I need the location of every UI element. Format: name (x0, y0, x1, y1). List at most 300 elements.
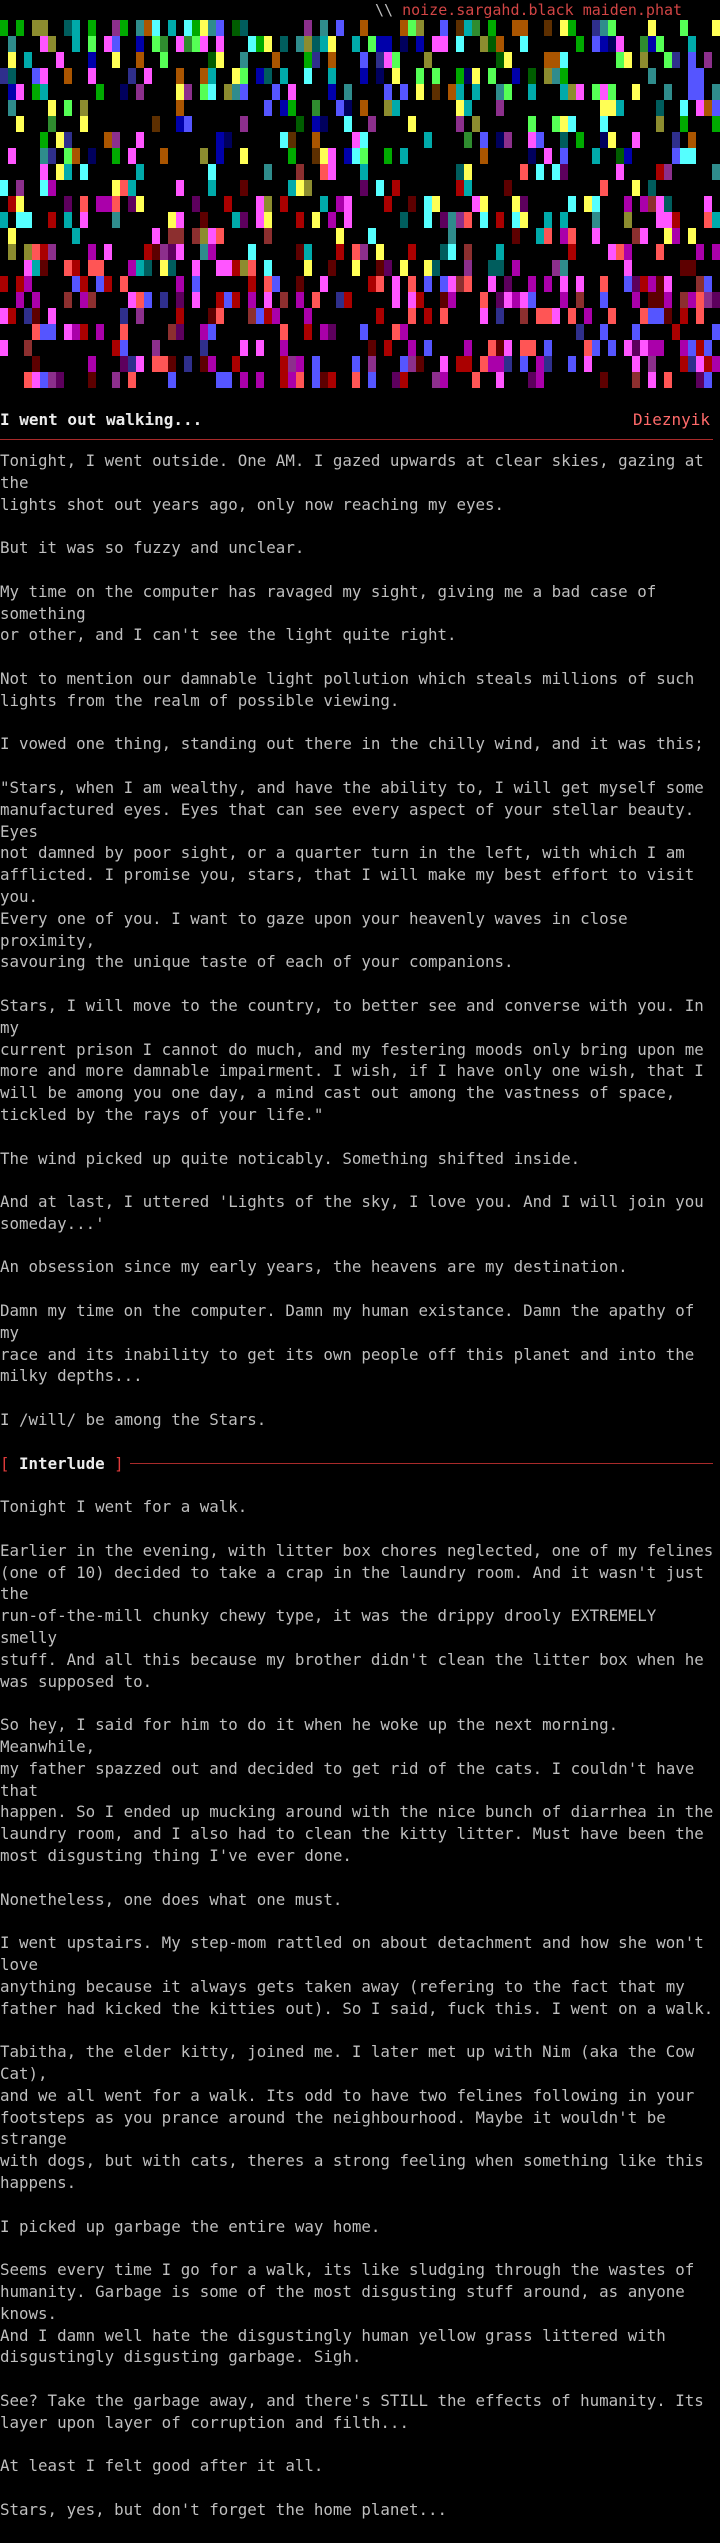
credit-text: noize.sargahd.black maiden.phat (402, 1, 683, 19)
art-cell (312, 292, 320, 308)
art-cell (520, 292, 528, 308)
art-cell (216, 20, 224, 36)
art-cell (24, 276, 32, 292)
art-cell (24, 212, 32, 228)
art-cell (168, 212, 176, 228)
art-cell (528, 132, 536, 148)
art-cell (544, 276, 552, 292)
art-cell (576, 276, 584, 292)
paragraph: So hey, I said for him to do it when he woke up the next morning. Meanwhile, my father spazzed out and decided to get rid of the cats. I couldn't have that happen. So I ended up mucking around with the nice bunch of diarrhea in the laundry room, and I also had to clean the kitty litter. Must have been the most disgusting thing I've ever done. (0, 1715, 714, 1865)
art-cell (256, 36, 264, 52)
art-cell (600, 132, 608, 148)
art-cell (360, 68, 368, 84)
art-cell (152, 244, 160, 260)
art-cell (632, 324, 640, 340)
paragraph: "Stars, when I am wealthy, and have the ability to, I will get myself some manufactured eyes. Eyes that can see every aspect of your stellar beauty. Eyes not damned by poor sight, or a quarter turn in the left, with which I am afflicted. I promise you, stars, that I will make my best effort to visit you. Every one of you. I want to gaze upon your heavenly waves in close proximity, savouring the unique taste of each of your companions. (0, 777, 704, 972)
art-cell (664, 292, 672, 308)
art-cell (240, 20, 248, 36)
art-cell (592, 84, 600, 100)
art-cell (8, 196, 16, 212)
art-cell (312, 372, 320, 388)
art-cell (552, 308, 560, 324)
art-cell (464, 276, 472, 292)
art-cell (248, 36, 256, 52)
art-cell (208, 356, 216, 372)
art-cell (128, 356, 136, 372)
article-body (0, 450, 718, 2543)
art-cell (664, 308, 672, 324)
art-cell (600, 116, 608, 132)
art-cell (320, 276, 328, 292)
art-cell (464, 356, 472, 372)
art-cell (160, 148, 168, 164)
art-cell (416, 292, 424, 308)
art-cell (264, 260, 272, 276)
art-cell (648, 308, 656, 324)
art-cell (608, 20, 616, 36)
ansi-art-banner (0, 20, 720, 390)
art-cell (344, 84, 352, 100)
art-cell (664, 164, 672, 180)
art-cell (544, 356, 552, 372)
art-cell (360, 180, 368, 196)
art-cell (264, 196, 272, 212)
art-cell (632, 180, 640, 196)
art-cell (64, 100, 72, 116)
art-cell (512, 212, 520, 228)
art-cell (224, 196, 232, 212)
art-cell (208, 84, 216, 100)
art-cell (16, 180, 24, 196)
art-cell (624, 260, 632, 276)
art-cell (528, 340, 536, 356)
art-cell (336, 196, 344, 212)
art-cell (632, 340, 640, 356)
art-cell (344, 196, 352, 212)
art-cell (240, 180, 248, 196)
art-cell (40, 372, 48, 388)
art-cell (648, 196, 656, 212)
art-cell (80, 324, 88, 340)
art-cell (320, 372, 328, 388)
art-cell (656, 276, 664, 292)
art-cell (336, 292, 344, 308)
art-cell (80, 164, 88, 180)
art-cell (440, 308, 448, 324)
art-cell (120, 324, 128, 340)
art-cell (32, 244, 40, 260)
art-cell (168, 244, 176, 260)
art-cell (472, 372, 480, 388)
art-cell (560, 116, 568, 132)
art-cell (704, 196, 712, 212)
art-cell (200, 20, 208, 36)
art-cell (296, 164, 304, 180)
art-cell (128, 180, 136, 196)
art-cell (496, 132, 504, 148)
art-cell (408, 356, 416, 372)
bracket-close: ] (114, 1453, 124, 1473)
art-cell (408, 292, 416, 308)
art-cell (400, 84, 408, 100)
art-cell (352, 36, 360, 52)
art-cell (504, 180, 512, 196)
art-cell (128, 292, 136, 308)
art-cell (712, 244, 720, 260)
art-cell (112, 52, 120, 68)
art-cell (200, 148, 208, 164)
art-cell (224, 372, 232, 388)
paragraph: Not to mention our damnable light pollution which steals millions of such lights from the realm of possible viewing. (0, 668, 695, 710)
art-cell (408, 244, 416, 260)
art-cell (496, 356, 504, 372)
art-cell (16, 276, 24, 292)
art-cell (200, 36, 208, 52)
art-cell (688, 52, 696, 68)
art-cell (304, 68, 312, 84)
art-cell (232, 20, 240, 36)
art-cell (184, 84, 192, 100)
art-cell (560, 212, 568, 228)
art-cell (320, 36, 328, 52)
art-cell (24, 308, 32, 324)
art-cell (232, 212, 240, 228)
art-cell (240, 116, 248, 132)
paragraph: I went upstairs. My step-mom rattled on about detachment and how she won't love anything because it always gets taken away (refering to the fact that my father had kicked the kitties out). So I said, fuck this. I went on a walk. (0, 1933, 714, 2018)
art-cell (616, 164, 624, 180)
art-cell (80, 276, 88, 292)
art-cell (304, 52, 312, 68)
art-cell (232, 356, 240, 372)
art-cell (536, 228, 544, 244)
art-cell (248, 292, 256, 308)
art-cell (440, 244, 448, 260)
art-cell (456, 20, 464, 36)
art-cell (224, 292, 232, 308)
art-cell (272, 52, 280, 68)
art-cell (544, 212, 552, 228)
art-cell (576, 292, 584, 308)
art-cell (480, 148, 488, 164)
art-cell (392, 372, 400, 388)
art-cell (256, 340, 264, 356)
art-cell (672, 212, 680, 228)
art-cell (352, 148, 360, 164)
art-cell (608, 84, 616, 100)
art-cell (296, 180, 304, 196)
art-cell (48, 116, 56, 132)
art-cell (448, 276, 456, 292)
art-cell (40, 164, 48, 180)
art-cell (200, 212, 208, 228)
art-cell (104, 132, 112, 148)
art-cell (304, 324, 312, 340)
art-cell (480, 308, 488, 324)
art-cell (168, 20, 176, 36)
art-cell (560, 276, 568, 292)
art-cell (616, 36, 624, 52)
art-cell (456, 356, 464, 372)
art-cell (32, 20, 40, 36)
art-cell (56, 372, 64, 388)
art-cell (304, 260, 312, 276)
art-cell (248, 276, 256, 292)
art-cell (32, 292, 40, 308)
art-cell (48, 244, 56, 260)
art-cell (688, 132, 696, 148)
art-cell (672, 132, 680, 148)
art-cell (240, 84, 248, 100)
art-cell (352, 356, 360, 372)
art-cell (376, 68, 384, 84)
art-cell (512, 20, 520, 36)
art-cell (8, 100, 16, 116)
art-cell (88, 36, 96, 52)
art-cell (632, 132, 640, 148)
paragraph: I picked up garbage the entire way home. (0, 2216, 381, 2236)
art-cell (296, 116, 304, 132)
art-cell (536, 132, 544, 148)
art-cell (344, 100, 352, 116)
art-cell (8, 52, 16, 68)
interlude-divider (0, 1453, 718, 1475)
interlude-heading (0, 1453, 130, 1475)
art-cell (648, 36, 656, 52)
art-cell (656, 36, 664, 52)
art-cell (136, 196, 144, 212)
art-cell (400, 36, 408, 52)
art-cell (248, 260, 256, 276)
art-cell (208, 324, 216, 340)
art-cell (192, 196, 200, 212)
art-cell (576, 132, 584, 148)
art-cell (64, 212, 72, 228)
art-cell (656, 100, 664, 116)
art-cell (576, 324, 584, 340)
art-cell (296, 276, 304, 292)
art-cell (72, 148, 80, 164)
art-cell (360, 244, 368, 260)
art-cell (608, 36, 616, 52)
art-cell (72, 36, 80, 52)
art-cell (112, 372, 120, 388)
art-cell (136, 20, 144, 36)
art-cell (392, 100, 400, 116)
art-cell (632, 228, 640, 244)
art-cell (168, 260, 176, 276)
art-cell (616, 148, 624, 164)
art-cell (32, 68, 40, 84)
art-cell (96, 196, 104, 212)
art-cell (376, 308, 384, 324)
art-cell (664, 196, 672, 212)
art-cell (376, 52, 384, 68)
art-cell (632, 292, 640, 308)
art-cell (176, 308, 184, 324)
art-cell (240, 340, 248, 356)
art-cell (560, 68, 568, 84)
art-cell (704, 340, 712, 356)
art-cell (80, 100, 88, 116)
art-cell (256, 372, 264, 388)
art-cell (136, 36, 144, 52)
art-cell (264, 228, 272, 244)
art-cell (128, 196, 136, 212)
art-cell (496, 292, 504, 308)
art-cell (448, 228, 456, 244)
art-cell (656, 116, 664, 132)
art-cell (72, 20, 80, 36)
art-cell (320, 148, 328, 164)
art-cell (416, 356, 424, 372)
art-cell (0, 276, 8, 292)
art-cell (88, 148, 96, 164)
art-cell (440, 292, 448, 308)
art-cell (424, 276, 432, 292)
art-cell (464, 100, 472, 116)
art-cell (640, 340, 648, 356)
art-cell (8, 148, 16, 164)
art-cell (312, 36, 320, 52)
art-cell (88, 356, 96, 372)
art-cell (160, 36, 168, 52)
art-cell (600, 276, 608, 292)
art-cell (112, 340, 120, 356)
art-cell (440, 36, 448, 52)
art-cell (336, 100, 344, 116)
art-cell (416, 84, 424, 100)
art-cell (144, 68, 152, 84)
art-cell (296, 244, 304, 260)
art-cell (328, 372, 336, 388)
art-cell (168, 324, 176, 340)
art-cell (384, 196, 392, 212)
art-cell (112, 20, 120, 36)
art-cell (680, 260, 688, 276)
art-cell (488, 276, 496, 292)
art-cell (384, 260, 392, 276)
art-cell (200, 84, 208, 100)
art-cell (0, 212, 8, 228)
art-cell (432, 260, 440, 276)
art-cell (632, 276, 640, 292)
art-cell (320, 20, 328, 36)
art-cell (288, 356, 296, 372)
art-cell (624, 244, 632, 260)
art-cell (8, 36, 16, 52)
art-cell (64, 324, 72, 340)
art-cell (472, 84, 480, 100)
art-cell (160, 356, 168, 372)
art-cell (232, 260, 240, 276)
art-cell (32, 260, 40, 276)
art-cell (448, 84, 456, 100)
art-cell (352, 372, 360, 388)
art-cell (232, 84, 240, 100)
art-cell (360, 132, 368, 148)
art-cell (488, 260, 496, 276)
art-cell (408, 276, 416, 292)
art-cell (704, 372, 712, 388)
art-cell (136, 308, 144, 324)
art-cell (152, 116, 160, 132)
art-cell (520, 196, 528, 212)
art-cell (544, 340, 552, 356)
art-cell (200, 228, 208, 244)
art-cell (336, 244, 344, 260)
art-cell (656, 292, 664, 308)
art-cell (112, 180, 120, 196)
art-cell (608, 244, 616, 260)
art-cell (344, 148, 352, 164)
art-cell (184, 20, 192, 36)
art-cell (40, 324, 48, 340)
art-cell (128, 260, 136, 276)
art-cell (152, 20, 160, 36)
art-cell (712, 356, 720, 372)
art-cell (496, 372, 504, 388)
art-cell (136, 292, 144, 308)
art-cell (112, 212, 120, 228)
art-cell (224, 132, 232, 148)
art-cell (280, 324, 288, 340)
art-cell (112, 148, 120, 164)
art-cell (64, 196, 72, 212)
paragraph: An obsession since my early years, the heavens are my destination. (0, 1257, 628, 1277)
art-cell (496, 84, 504, 100)
art-cell (616, 100, 624, 116)
art-cell (208, 180, 216, 196)
paragraph: I vowed one thing, standing out there in the chilly wind, and it was this; (0, 734, 704, 754)
art-cell (160, 244, 168, 260)
art-cell (88, 20, 96, 36)
art-cell (360, 324, 368, 340)
art-cell (696, 244, 704, 260)
art-cell (64, 148, 72, 164)
art-cell (48, 372, 56, 388)
art-cell (504, 276, 512, 292)
art-cell (416, 20, 424, 36)
art-cell (648, 292, 656, 308)
art-cell (568, 84, 576, 100)
art-cell (496, 260, 504, 276)
art-cell (248, 308, 256, 324)
art-cell (280, 132, 288, 148)
article-author: Dieznyik (632, 410, 710, 429)
paragraph: Tonight I went for a walk. (0, 1497, 248, 1517)
art-cell (224, 84, 232, 100)
art-cell (544, 228, 552, 244)
art-cell (576, 36, 584, 52)
art-cell (384, 36, 392, 52)
art-cell (296, 356, 304, 372)
art-cell (600, 324, 608, 340)
art-cell (688, 148, 696, 164)
art-cell (312, 148, 320, 164)
art-cell (552, 68, 560, 84)
art-cell (264, 308, 272, 324)
art-cell (432, 84, 440, 100)
art-cell (480, 196, 488, 212)
art-cell (408, 308, 416, 324)
art-cell (536, 372, 544, 388)
art-cell (360, 148, 368, 164)
art-cell (320, 116, 328, 132)
art-cell (456, 180, 464, 196)
art-cell (704, 356, 712, 372)
art-cell (600, 84, 608, 100)
art-cell (160, 52, 168, 68)
